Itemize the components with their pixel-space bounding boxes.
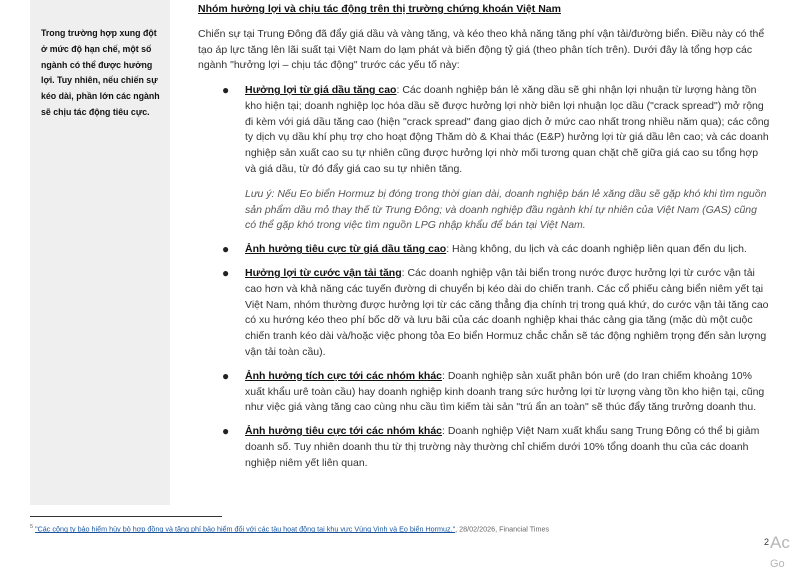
bullet-icon: ● — [222, 242, 230, 257]
activation-watermark-line1: Ac — [770, 533, 790, 552]
intro-paragraph: Chiến sự tại Trung Đông đã đẩy giá dầu và vàng tăng, và kéo theo khả năng tăng phí vận tải/đường biển. Điều này có thể tạo áp lực tăng lên lãi suất tại Việt Nam do lạm phát và biến động tỷ giá (theo phân tích trên). Dưới đây là tổng hợp các ngành "hưởng lợi – chịu tác động" trước các yếu tố này: — [198, 28, 765, 72]
bullet-label: Ảnh hưởng tiêu cực tới các nhóm khác — [245, 425, 442, 438]
bullet-label: Ảnh hưởng tích cực tới các nhóm khác — [245, 369, 442, 382]
list-item — [222, 424, 770, 471]
list-item — [222, 369, 770, 416]
activation-watermark-line2: Go — [770, 558, 785, 570]
bullet-text: : Các doanh nghiệp vận tải biển trong nước được hưởng lợi từ cước vận tải cao hơn và khả năng các tuyến đường di chuyển bị kéo dài do chiến tranh. Các cổ phiếu cảng biển niêm yết tại Việt Nam, nhóm thường được hưởng lợi từ các căng thẳng địa chính trị trong quá khứ, do cước vận tải tăng cao có xu hướng kéo theo phí bốc dỡ và lưu bãi của các doanh nghiệp khai thác cảng gia tăng (mặc dù một cuộc chiến tranh kéo dài và/hoặc việc phong tỏa Eo biển Hormuz chắc chắn sẽ tác động nghiêm trọng đến sản lượng vận tải toàn cầu). — [245, 266, 769, 358]
bullet-label: Hưởng lợi từ cước vận tải tăng — [245, 266, 402, 279]
bullet-text: : Các doanh nghiệp bán lẻ xăng dầu sẽ ghi nhận lợi nhuận từ lượng hàng tồn kho hiện tại; doanh nghiệp lọc hóa dầu sẽ được hưởng lợi nhờ biên lợi nhuận lọc dầu ("crack spread") mở rộng đi kèm với giá dầu tăng cao (hiện "crack spread" đang giao dịch ở mức cao nhất trong nhiều năm qua); các công ty dịch vụ dầu khí phụ trợ cho hoạt động Thăm dò & Khai thác (E&P) hưởng lợi từ giá dầu lên cao; và các doanh nghiệp sản xuất cao su tự nhiên cũng được hưởng lợi nhờ mối tương quan chặt chẽ giữa giá cao su tổng hợp và giá dầu, từ đó đẩy giá cao su tự nhiên tăng. — [245, 84, 770, 175]
list-item — [222, 83, 770, 234]
page-number: 2 — [764, 537, 770, 547]
sidebar-callout-text: Trong trường hợp xung đột ở mức độ hạn chế, một số ngành có thể được hưởng lợi. Tuy nhiên, nếu chiến sự kéo dài, phần lớn các ngành sẽ chịu tác động tiêu cực. — [41, 28, 160, 117]
bullet-text: : Hàng không, du lịch và các doanh nghiệp liên quan đến du lịch. — [446, 243, 747, 256]
bullet-label: Ảnh hưởng tiêu cực từ giá dầu tăng cao — [245, 243, 447, 256]
footnote-link[interactable]: "Các công ty bảo hiểm hủy bỏ hợp đồng và tăng phí bảo hiểm đối với các tàu hoạt động tại khu vực Vùng Vịnh và Eo biển Hormuz." — [35, 524, 456, 534]
bullet-icon: ● — [222, 83, 230, 97]
section-heading: Nhóm hưởng lợi và chịu tác động trên thị trường chứng khoán Việt Nam — [198, 3, 561, 15]
list-item — [222, 242, 770, 258]
sidebar-callout — [30, 0, 170, 505]
bullet-text: : Doanh nghiệp Việt Nam xuất khẩu sang Trung Đông có thể bị giảm doanh số. Tuy nhiên doanh thu từ thị trường này thường chỉ chiếm dưới 10% tổng doanh thu của các doanh nghiệp niêm yết liên quan. — [245, 425, 760, 469]
footnote-mark: 5 — [30, 524, 34, 530]
bullet-icon: ● — [222, 424, 230, 439]
sector-impact-list — [222, 83, 770, 480]
footnote-divider — [30, 516, 222, 517]
bullet-note: Lưu ý: Nếu Eo biển Hormuz bị đóng trong thời gian dài, doanh nghiệp bán lẻ xăng dầu sẽ gặp khó khi tìm nguồn sản phẩm dầu mỏ thay thế từ Trung Đông; và doanh nghiệp đầu ngành khí tự nhiên của Việt Nam (GAS) cũng có thể gặp khó trong việc tìm nguồn LPG nhập khẩu để bán tại Việt Nam. — [245, 187, 767, 232]
bullet-text: : Doanh nghiệp sản xuất phân bón urê (do Iran chiếm khoảng 10% xuất khẩu urê toàn cầu) hay doanh nghiệp kinh doanh trang sức hưởng lợi từ lượng vàng tồn kho hiện tại, cũng như việc giá vàng tăng cao cùng nhu cầu tìm kiếm tài sản "trú ẩn an toàn" sẽ thúc đẩy tăng trưởng doanh thu. — [245, 369, 765, 414]
bullet-icon: ● — [222, 265, 230, 280]
footnote — [30, 524, 549, 533]
bullet-label: Hưởng lợi từ giá dầu tăng cao — [245, 84, 397, 96]
footnote-source: , 28/02/2026, Financial Times — [455, 524, 550, 534]
bullet-icon: ● — [222, 368, 230, 383]
list-item — [222, 266, 770, 361]
